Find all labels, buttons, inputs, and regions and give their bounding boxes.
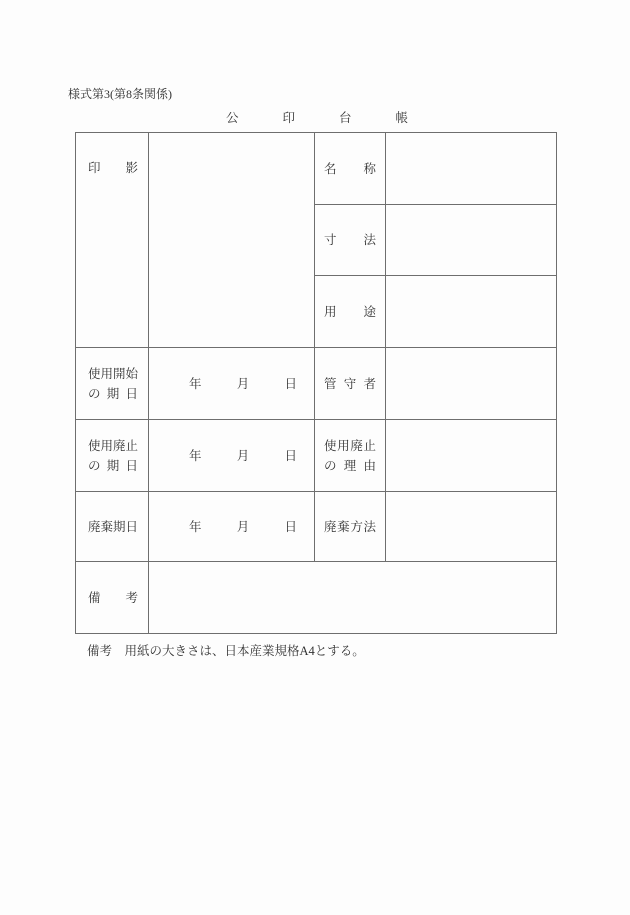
remarks-label-cell <box>76 562 148 633</box>
disposal-date-value-cell <box>148 492 314 561</box>
start-date-value-cell <box>148 348 314 419</box>
start-date-label-cell <box>76 348 148 419</box>
disposal-date-value: 年月日 <box>189 519 297 534</box>
name-label-cell <box>315 133 385 204</box>
end-date-label: 使用廃止 の期日 <box>88 438 139 473</box>
disposal-row <box>76 491 556 561</box>
disposal-method-label-cell <box>314 492 385 561</box>
disposal-method-label: 廃棄方法 <box>324 519 376 534</box>
end-date-row <box>76 419 556 491</box>
end-reason-value-cell <box>385 420 556 491</box>
remarks-value-cell <box>148 562 556 633</box>
remarks-row <box>76 561 556 633</box>
custodian-label-cell <box>314 348 385 419</box>
dimensions-row <box>315 204 556 275</box>
custodian-label: 管守者 <box>324 376 376 391</box>
seal-impression-label-cell <box>76 133 148 347</box>
name-row <box>315 133 556 204</box>
footer-note: 備考 用紙の大きさは、日本産業規格A4とする。 <box>87 644 365 658</box>
top-right-subtable <box>314 133 556 347</box>
custodian-value-cell <box>385 348 556 419</box>
page-title: 公印台帳 <box>226 111 453 125</box>
end-date-value-cell <box>148 420 314 491</box>
form-number: 様式第3(第8条関係) <box>68 87 172 101</box>
name-label: 名称 <box>324 161 376 176</box>
end-date-label-cell <box>76 420 148 491</box>
dimensions-value-cell <box>385 205 556 275</box>
use-label-cell <box>315 276 385 347</box>
disposal-date-label: 廃棄期日 <box>88 519 139 534</box>
disposal-method-value-cell <box>385 492 556 561</box>
dimensions-label: 寸法 <box>324 233 376 247</box>
seal-impression-value-cell <box>148 133 314 347</box>
end-date-value: 年月日 <box>189 448 297 463</box>
seal-impression-block <box>76 133 556 347</box>
disposal-date-label-cell <box>76 492 148 561</box>
use-row <box>315 275 556 347</box>
end-reason-label-cell <box>314 420 385 491</box>
use-value-cell <box>385 276 556 347</box>
seal-impression-label: 印影 <box>88 161 138 175</box>
name-value-cell <box>385 133 556 204</box>
dimensions-label-cell <box>315 205 385 275</box>
remarks-label: 備考 <box>88 590 138 605</box>
use-label: 用途 <box>324 304 376 319</box>
start-date-label: 使用開始 の期日 <box>88 366 139 401</box>
end-reason-label: 使用廃止 の理由 <box>324 438 376 473</box>
start-date-row <box>76 347 556 419</box>
seal-register-table <box>75 132 557 634</box>
start-date-value: 年月日 <box>189 376 297 391</box>
